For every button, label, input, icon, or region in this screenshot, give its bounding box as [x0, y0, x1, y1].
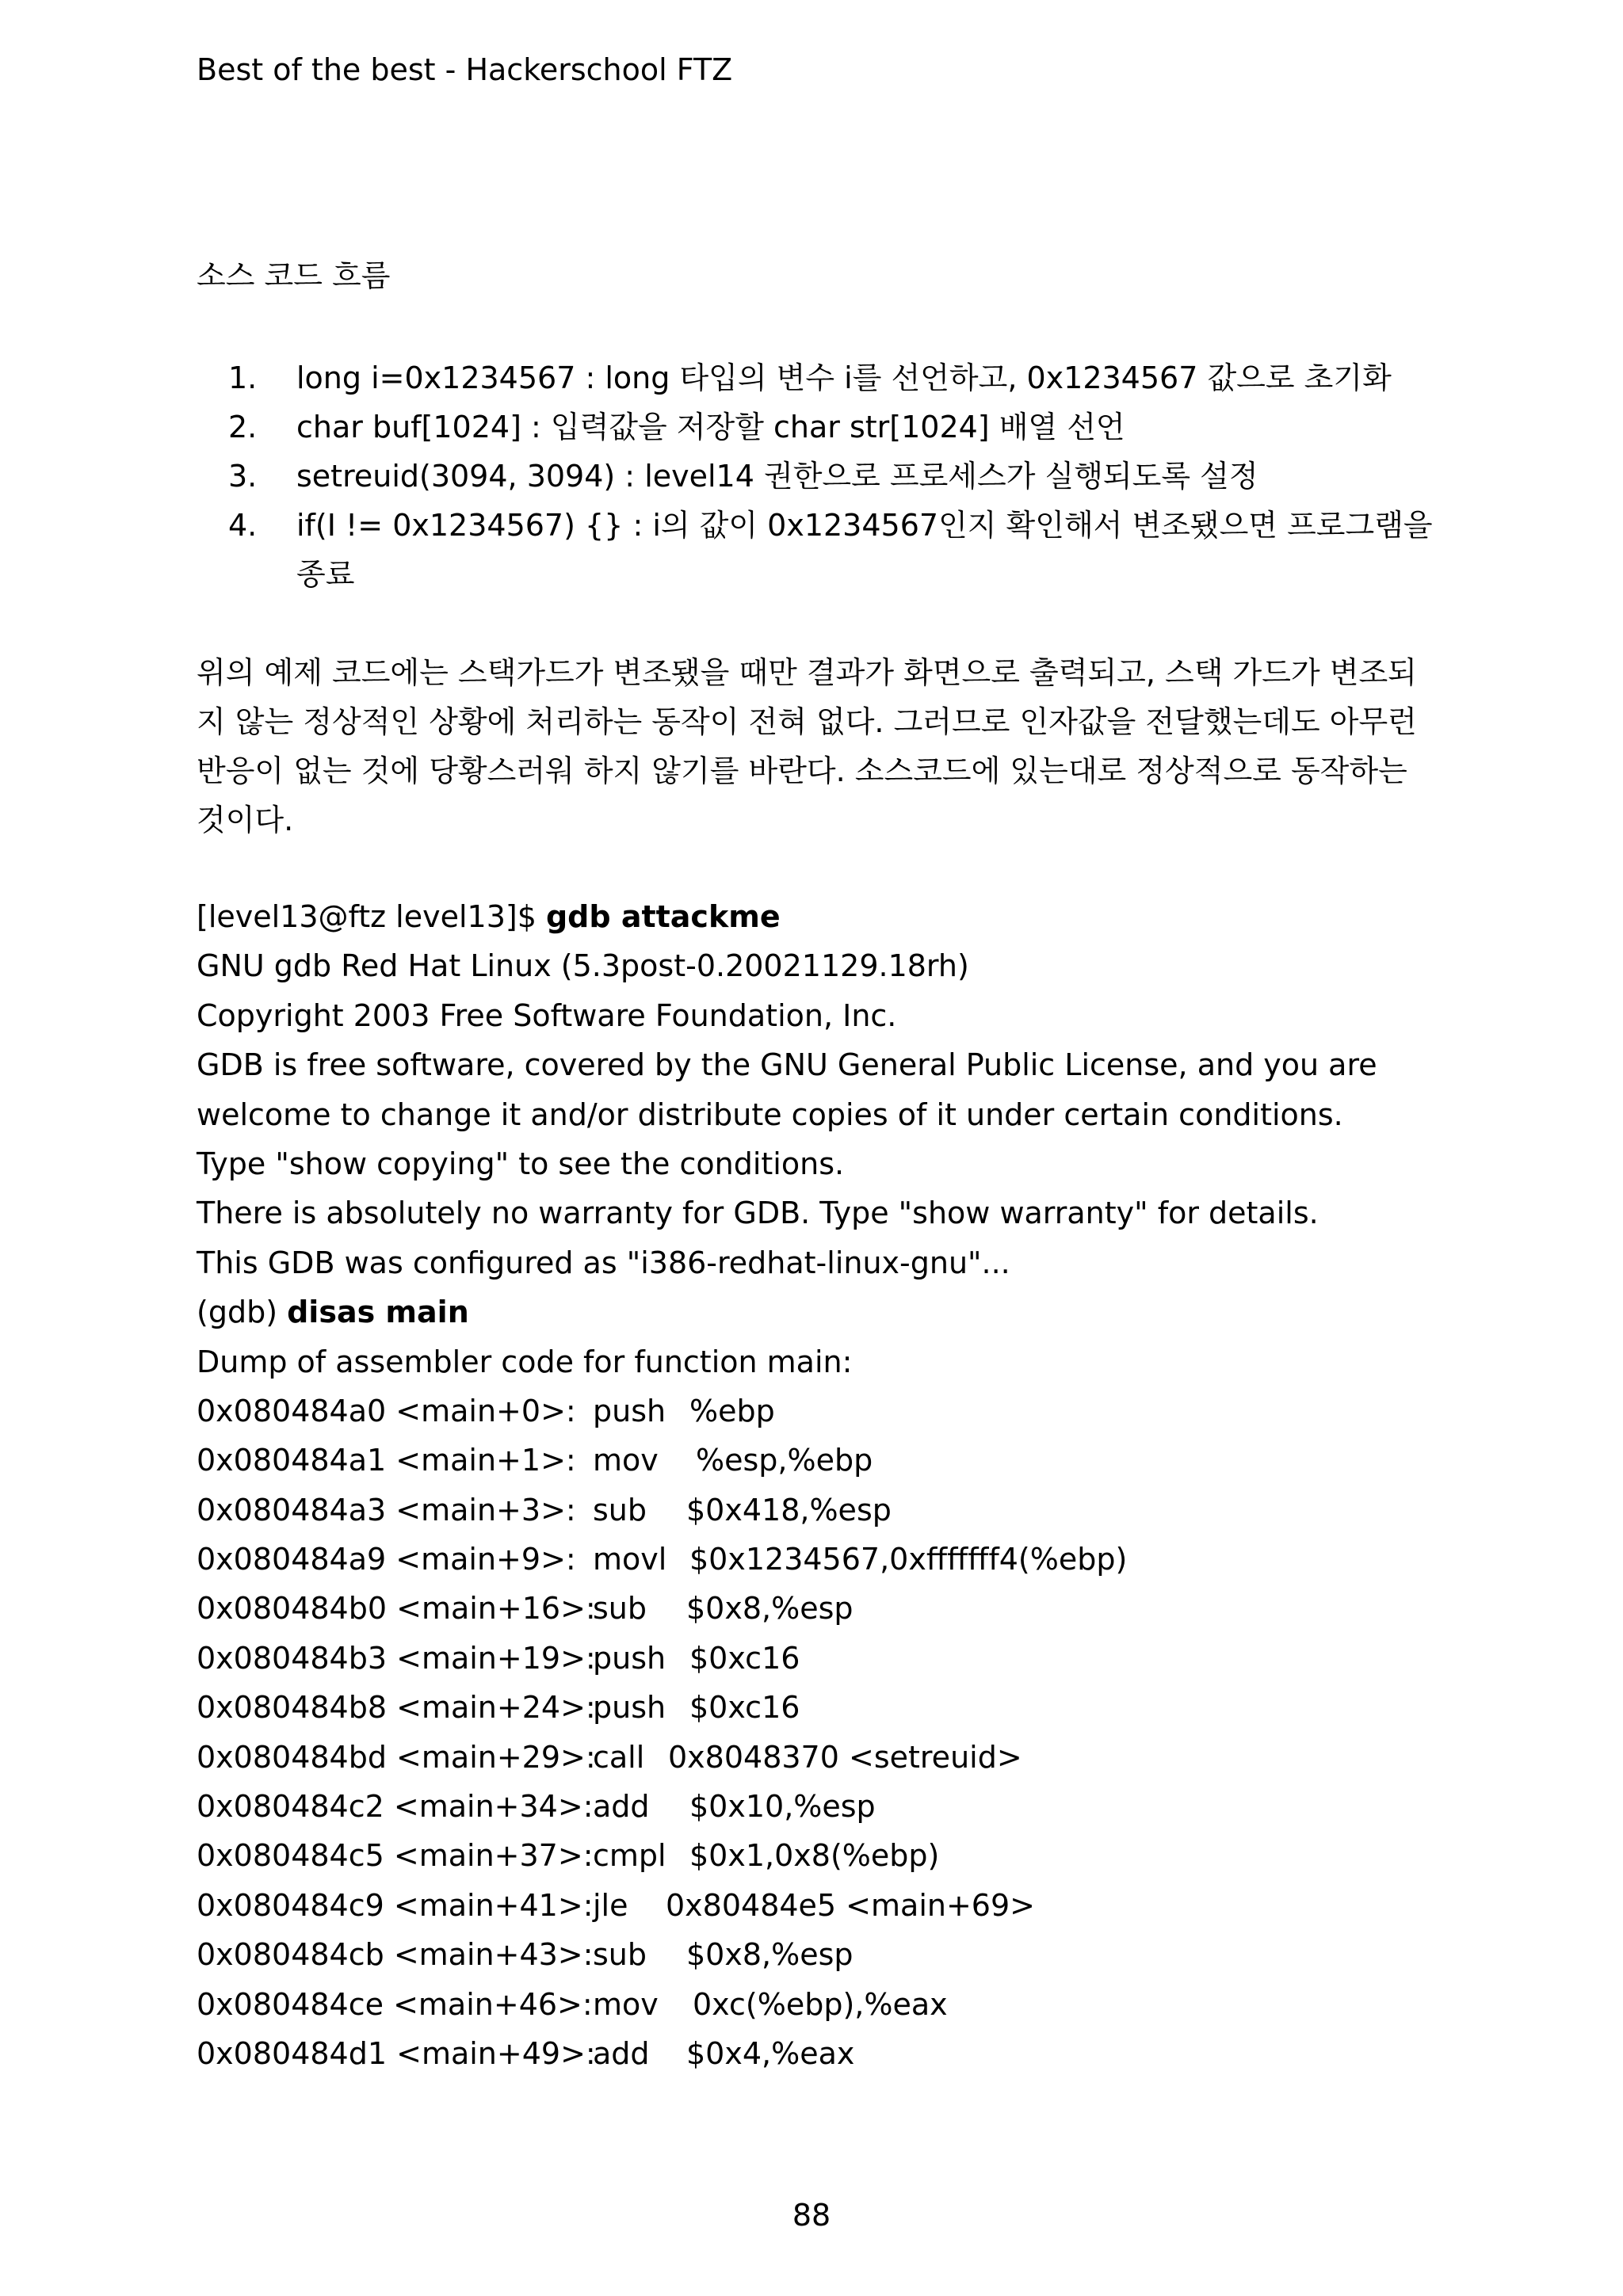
asm-operand: %ebp	[689, 1393, 775, 1428]
asm-line	[197, 1584, 1449, 1633]
asm-line	[197, 1930, 1449, 1979]
list-item-text: long i=0x1234567 : long 타입의 변수 i를 선언하고, 0x1234567 값으로 초기화	[296, 360, 1392, 395]
output-line: There is absolutely no warranty for GDB. Type "show warranty" for details.	[197, 1196, 1319, 1231]
gdb-command: disas main	[287, 1295, 469, 1330]
asm-address: 0x080484cb <main+43>:	[197, 1937, 594, 1973]
terminal-transcript	[197, 892, 1449, 2078]
list-item	[197, 402, 1433, 452]
asm-line	[197, 1831, 1449, 1880]
output-line: Type "show copying" to see the conditions.	[197, 1146, 845, 1181]
page-header: Best of the best - Hackerschool FTZ	[197, 52, 733, 87]
dump-header-line: Dump of assembler code for function main:	[197, 1344, 853, 1379]
explanation-paragraph: 위의 예제 코드에는 스택가드가 변조됐을 때만 결과가 화면으로 출력되고, 스택 가드가 변조되지 않는 정상적인 상황에 처리하는 동작이 전혀 없다. 그러므로 인자값을 전달했는데도 아무런 반응이 없는 것에 당황스러워 하지 않기를 바란다. 소스코드에 있는대로 정상적으로 동작하는 것이다.	[197, 655, 1417, 837]
asm-opcode: push	[593, 1393, 666, 1428]
list-item-number: 2.	[228, 410, 258, 444]
asm-opcode: sub	[593, 1492, 647, 1527]
shell-command-line	[197, 892, 1449, 941]
asm-line	[197, 1535, 1449, 1584]
asm-line	[197, 1486, 1449, 1535]
asm-opcode: call	[593, 1739, 645, 1775]
asm-address: 0x080484d1 <main+49>:	[197, 2035, 596, 2071]
asm-line	[197, 1634, 1449, 1683]
asm-opcode: push	[593, 1690, 666, 1726]
output-line: GDB is free software, covered by the GNU General Public License, and you are	[197, 1047, 1377, 1083]
asm-address: 0x080484b8 <main+24>:	[197, 1690, 596, 1726]
list-item	[197, 501, 1433, 599]
asm-line	[197, 1683, 1449, 1732]
asm-opcode: mov	[593, 1986, 659, 2022]
page-number: 88	[792, 2198, 831, 2233]
asm-opcode: push	[593, 1640, 666, 1676]
asm-operand: $0x4,%eax	[686, 2035, 855, 2071]
asm-opcode: sub	[593, 1591, 647, 1627]
asm-operand: 0x80484e5 <main+69>	[666, 1887, 1036, 1923]
asm-line	[197, 1386, 1449, 1436]
asm-address: 0x080484c9 <main+41>:	[197, 1887, 594, 1923]
asm-address: 0x080484bd <main+29>:	[197, 1739, 596, 1775]
list-item	[197, 353, 1433, 402]
output-line: This GDB was configured as "i386-redhat-linux-gnu"...	[197, 1245, 1010, 1280]
asm-operand: $0x8,%esp	[686, 1937, 854, 1973]
asm-opcode: movl	[593, 1542, 667, 1577]
asm-operand: $0x10,%esp	[689, 1789, 876, 1825]
asm-opcode: cmpl	[593, 1838, 666, 1874]
asm-address: 0x080484a0 <main+0>:	[197, 1393, 576, 1428]
output-line: welcome to change it and/or distribute copies of it under certain conditions.	[197, 1097, 1343, 1132]
asm-operand: $0x1,0x8(%ebp)	[689, 1838, 940, 1874]
gdb-prompt: (gdb)	[197, 1295, 288, 1330]
shell-prompt: [level13@ftz level13]$	[197, 899, 546, 934]
asm-opcode: mov	[593, 1443, 659, 1478]
section-title: 소스 코드 흐름	[197, 258, 391, 293]
list-item-number: 3.	[228, 459, 258, 494]
asm-address: 0x080484a1 <main+1>:	[197, 1443, 576, 1478]
asm-address: 0x080484ce <main+46>:	[197, 1986, 593, 2022]
list-item-number: 4.	[228, 508, 258, 543]
asm-operand: %esp,%ebp	[696, 1443, 873, 1478]
shell-command: gdb attackme	[545, 899, 781, 934]
source-flow-list	[197, 353, 1433, 599]
asm-opcode: sub	[593, 1937, 647, 1973]
asm-operand: $0x8,%esp	[686, 1591, 854, 1627]
asm-line	[197, 1980, 1449, 2029]
asm-opcode: add	[593, 2035, 650, 2071]
asm-operand: 0xc(%ebp),%eax	[693, 1986, 948, 2022]
list-item-text: if(I != 0x1234567) {} : i의 값이 0x1234567인지 확인해서 변조됐으면 프로그램을 종료	[296, 508, 1433, 592]
gdb-command-line	[197, 1287, 1449, 1337]
asm-operand: $0x1234567,0xfffffff4(%ebp)	[689, 1542, 1128, 1577]
list-item	[197, 452, 1433, 501]
asm-operand: $0x418,%esp	[686, 1492, 892, 1527]
asm-line	[197, 1881, 1449, 1930]
list-item-text: setreuid(3094, 3094) : level14 권한으로 프로세스가 실행되도록 설정	[296, 459, 1258, 494]
asm-operand: $0xc16	[689, 1690, 800, 1726]
output-line: Copyright 2003 Free Software Foundation, Inc.	[197, 997, 897, 1033]
asm-line	[197, 1733, 1449, 1782]
list-item-text: char buf[1024] : 입력값을 저장할 char str[1024] 배열 선언	[296, 410, 1125, 444]
asm-address: 0x080484a3 <main+3>:	[197, 1492, 576, 1527]
asm-address: 0x080484b3 <main+19>:	[197, 1640, 596, 1676]
asm-address: 0x080484b0 <main+16>:	[197, 1591, 596, 1627]
asm-opcode: add	[593, 1789, 650, 1825]
asm-address: 0x080484c5 <main+37>:	[197, 1838, 594, 1874]
asm-address: 0x080484a9 <main+9>:	[197, 1542, 576, 1577]
output-line: GNU gdb Red Hat Linux (5.3post-0.20021129.18rh)	[197, 948, 969, 984]
asm-operand: 0x8048370 <setreuid>	[668, 1739, 1022, 1775]
asm-operand: $0xc16	[689, 1640, 800, 1676]
asm-line	[197, 1436, 1449, 1485]
asm-address: 0x080484c2 <main+34>:	[197, 1789, 594, 1825]
asm-line	[197, 1782, 1449, 1831]
asm-opcode: jle	[593, 1887, 628, 1923]
list-item-number: 1.	[228, 360, 258, 395]
asm-line	[197, 2029, 1449, 2078]
